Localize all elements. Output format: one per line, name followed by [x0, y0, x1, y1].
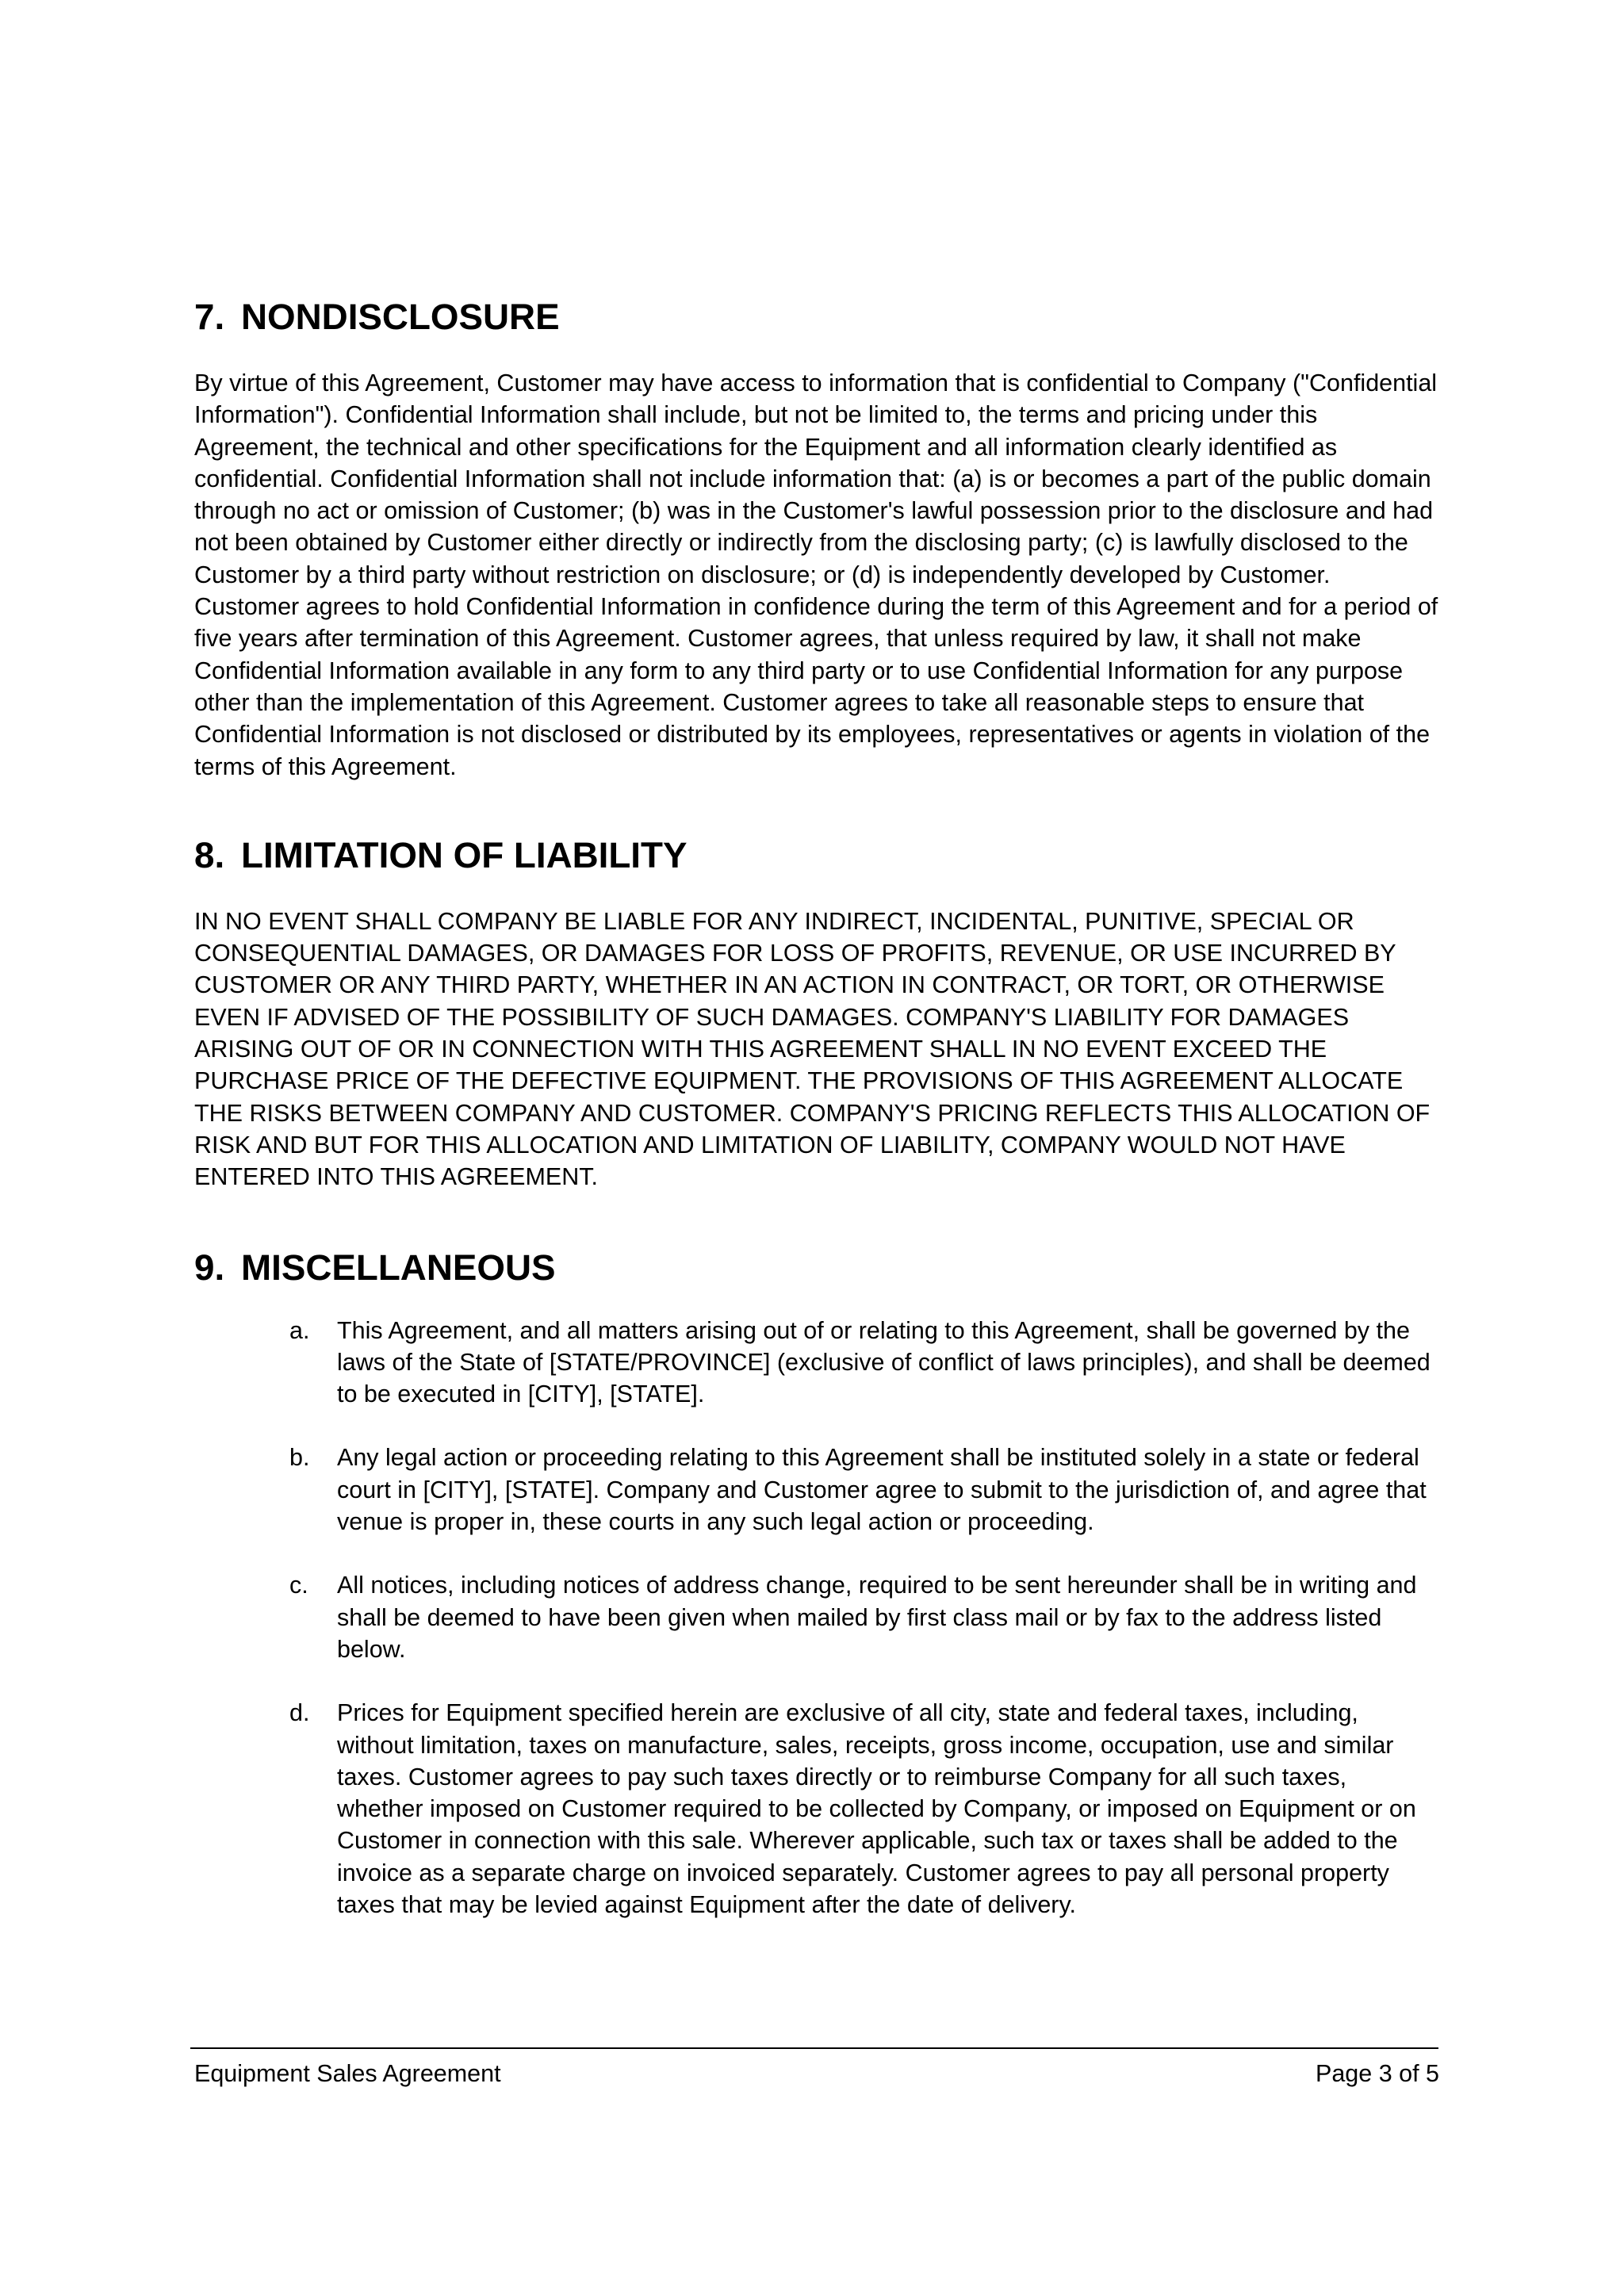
section-miscellaneous — [194, 1247, 1439, 1921]
section-nondisclosure — [194, 297, 1439, 783]
list-item-text: Prices for Equipment specified herein are exclusive of all city, state and federal taxes, including, without limitation, taxes on manufacture, sales, receipts, gross income, occupation, use and similar taxes. Customer agrees to pay such taxes directly or to reimburse Company for all such taxes, whether imposed on Customer required to be collected by Company, or imposed on Equipment or on Customer in connection with this sale. Wherever applicable, such tax or taxes shall be added to the invoice as a separate charge on invoiced separately. Customer agrees to pay all personal property taxes that may be levied against Equipment after the date of delivery. — [337, 1699, 1416, 1918]
section-number: 7. — [194, 297, 225, 337]
page-content — [194, 297, 1439, 1921]
list-marker: a. — [289, 1316, 310, 1344]
list-item-text: Any legal action or proceeding relating to this Agreement shall be instituted solely in a state or federal court in [CITY], [STATE]. Company and Customer agree to submit to the jurisdiction of, and agree that venue is proper in, these courts in any such legal action or proceeding. — [337, 1444, 1427, 1536]
section-heading — [194, 1247, 1439, 1288]
section-limitation-of-liability — [194, 834, 1439, 1193]
list-item — [194, 1697, 1439, 1921]
clause-list — [194, 1315, 1439, 1921]
list-item — [194, 1315, 1439, 1411]
section-heading — [194, 834, 1439, 875]
list-item — [194, 1569, 1439, 1665]
section-number: 8. — [194, 834, 225, 875]
section-number: 9. — [194, 1247, 225, 1288]
section-heading — [194, 297, 1439, 337]
footer-page-number: Page 3 of 5 — [1315, 2060, 1439, 2087]
section-title: NONDISCLOSURE — [241, 297, 560, 337]
list-item — [194, 1442, 1439, 1538]
section-body: By virtue of this Agreement, Customer may have access to information that is confidential to Company ("Confidential Information"). Confidential Information shall include, but not be limited to, the terms and pricing under this Agreement, the technical and other specifications for the Equipment and all information clearly identified as confidential. Confidential Information shall not include information that: (a) is or becomes a part of the public domain through no act or omission of Customer; (b) was in the Customer's lawful possession prior to the disclosure and had not been obtained by Customer either directly or indirectly from the disclosing party; (c) is lawfully disclosed to the Customer by a third party without restriction on disclosure; or (d) is independently developed by Customer. Customer agrees to hold Confidential Information in confidence during the term of this Agreement and for a period of five years after termination of this Agreement. Customer agrees, that unless required by law, it shall not make Confidential Information available in any form to any third party or to use Confidential Information for any purpose other than the implementation of this Agreement. Customer agrees to take all reasonable steps to ensure that Confidential Information is not disclosed or distributed by its employees, representatives or agents in violation of the terms of this Agreement. — [194, 370, 1438, 780]
footer-divider — [190, 2047, 1438, 2049]
footer-document-title: Equipment Sales Agreement — [194, 2060, 501, 2087]
list-item-text: This Agreement, and all matters arising out of or relating to this Agreement, shall be governed by the laws of the State of [STATE/PROVINCE] (exclusive of conflict of laws principles), and shall be deemed to be executed in [CITY], [STATE]. — [337, 1316, 1431, 1408]
list-marker: d. — [289, 1699, 310, 1727]
list-item-text: All notices, including notices of address change, required to be sent hereunder shall be in writing and shall be deemed to have been given when mailed by first class mail or by fax to the address listed below. — [337, 1572, 1417, 1663]
section-title: MISCELLANEOUS — [241, 1247, 556, 1288]
page-footer — [194, 2058, 1439, 2089]
section-title: LIMITATION OF LIABILITY — [241, 834, 688, 875]
list-marker: c. — [289, 1572, 308, 1599]
list-marker: b. — [289, 1444, 310, 1472]
section-body: IN NO EVENT SHALL COMPANY BE LIABLE FOR ANY INDIRECT, INCIDENTAL, PUNITIVE, SPECIAL OR CONSEQUENTIAL DAMAGES, OR DAMAGES FOR LOSS OF PROFITS, REVENUE, OR USE INCURRED BY CUSTOMER OR ANY THIRD PARTY, WHETHER IN AN ACTION IN CONTRACT, OR TORT, OR OTHERWISE EVEN IF ADVISED OF THE POSSIBILITY OF SUCH DAMAGES. COMPANY'S LIABILITY FOR DAMAGES ARISING OUT OF OR IN CONNECTION WITH THIS AGREEMENT SHALL IN NO EVENT EXCEED THE PURCHASE PRICE OF THE DEFECTIVE EQUIPMENT. THE PROVISIONS OF THIS AGREEMENT ALLOCATE THE RISKS BETWEEN COMPANY AND CUSTOMER. COMPANY'S PRICING REFLECTS THIS ALLOCATION OF RISK AND BUT FOR THIS ALLOCATION AND LIMITATION OF LIABILITY, COMPANY WOULD NOT HAVE ENTERED INTO THIS AGREEMENT. — [194, 907, 1431, 1191]
